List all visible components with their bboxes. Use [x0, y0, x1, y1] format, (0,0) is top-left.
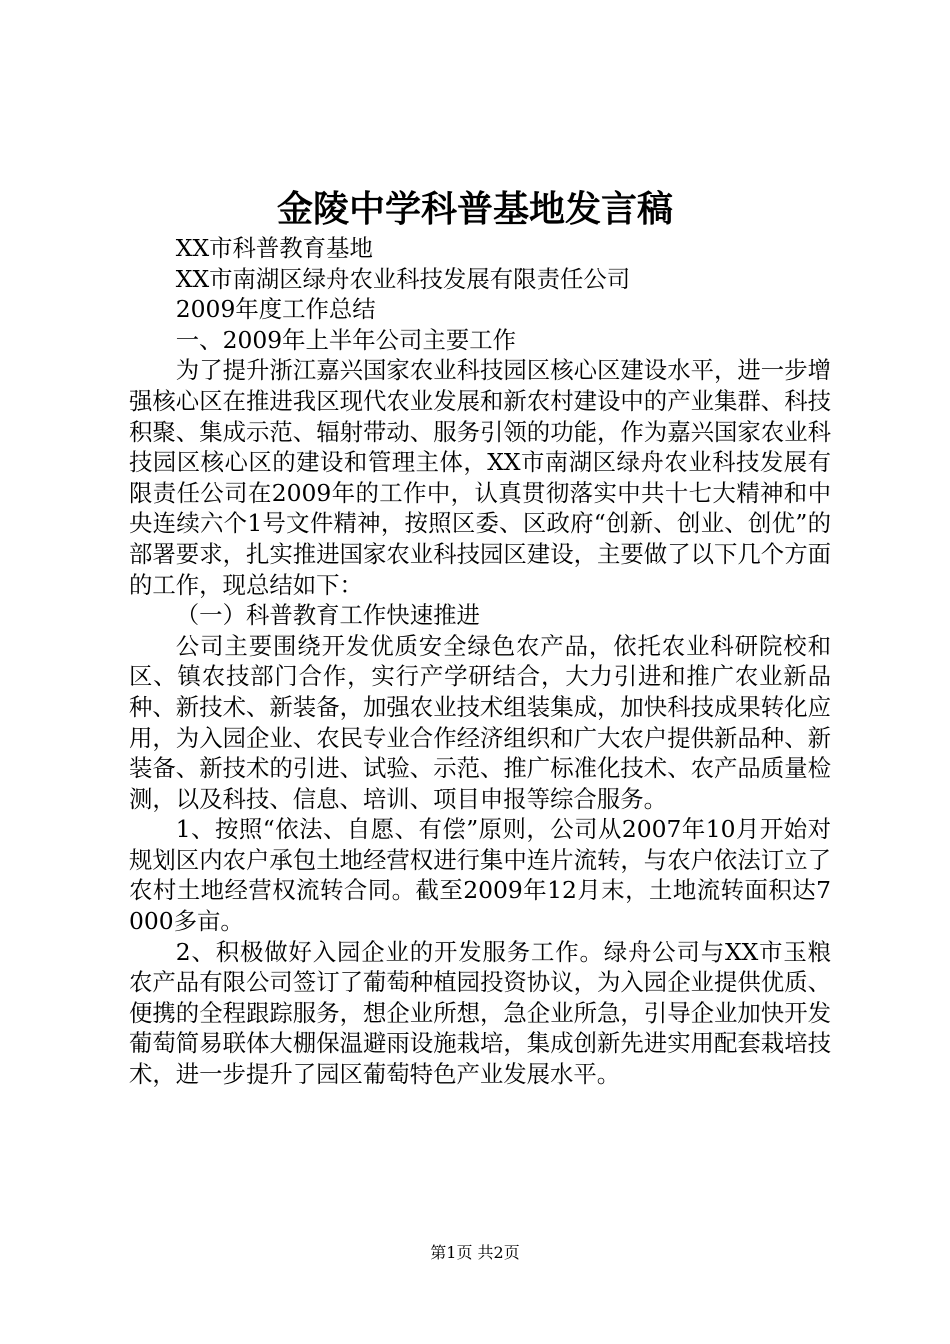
paragraph-base-name: XX市科普教育基地: [175, 234, 373, 262]
page-footer: 第1页 共2页: [430, 1243, 520, 1262]
page-title: 金陵中学科普基地发言稿: [276, 188, 673, 230]
paragraph-item-1: 1、按照“依法、自愿、有偿”原则，公司从2007年10月开始对规划区内农户承包土地经营权进行集中连片流转，与农户依法订立了农村土地经营权流转合同。截至2009年12月末，土地流转面积达7000多亩。: [129, 815, 831, 936]
paragraph-services: 公司主要围绕开发优质安全绿色农产品，依托农业科研院校和区、镇农技部门合作，实行产学研结合，大力引进和推广农业新品种、新技术、新装备，加强农业技术组装集成，加快科技成果转化应用，为入园企业、农民专业合作经济组织和广大农户提供新品种、新装备、新技术的引进、试验、示范、推广标准化技术、农产品质量检测，以及科技、信息、培训、项目申报等综合服务。: [129, 631, 831, 813]
section-heading-1: 一、2009年上半年公司主要工作: [175, 325, 517, 354]
subsection-heading-1: （一）科普教育工作快速推进: [175, 601, 480, 630]
paragraph-intro: 为了提升浙江嘉兴国家农业科技园区核心区建设水平，进一步增强核心区在推进我区现代农业发展和新农村建设中的产业集群、科技积聚、集成示范、辐射带动、服务引领的功能，作为嘉兴国家农业科技园区核心区的建设和管理主体，XX市南湖区绿舟农业科技发展有限责任公司在2009年的工作中，认真贯彻落实中共十七大精神和中央连续六个1号文件精神，按照区委、区政府“创新、创业、创优”的部署要求，扎实推进国家农业科技园区建设，主要做了以下几个方面的工作，现总结如下：: [129, 356, 831, 599]
paragraph-report-title: 2009年度工作总结: [175, 295, 376, 324]
paragraph-item-2: 2、积极做好入园企业的开发服务工作。绿舟公司与XX市玉粮农产品有限公司签订了葡萄种植园投资协议，为入园企业提供优质、便携的全程跟踪服务，想企业所想，急企业所急，引导企业加快开发葡萄简易联体大棚保温避雨设施栽培，集成创新先进实用配套栽培技术，进一步提升了园区葡萄特色产业发展水平。: [129, 937, 831, 1089]
paragraph-company-name: XX市南湖区绿舟农业科技发展有限责任公司: [175, 264, 631, 293]
document-body: [129, 233, 831, 1090]
